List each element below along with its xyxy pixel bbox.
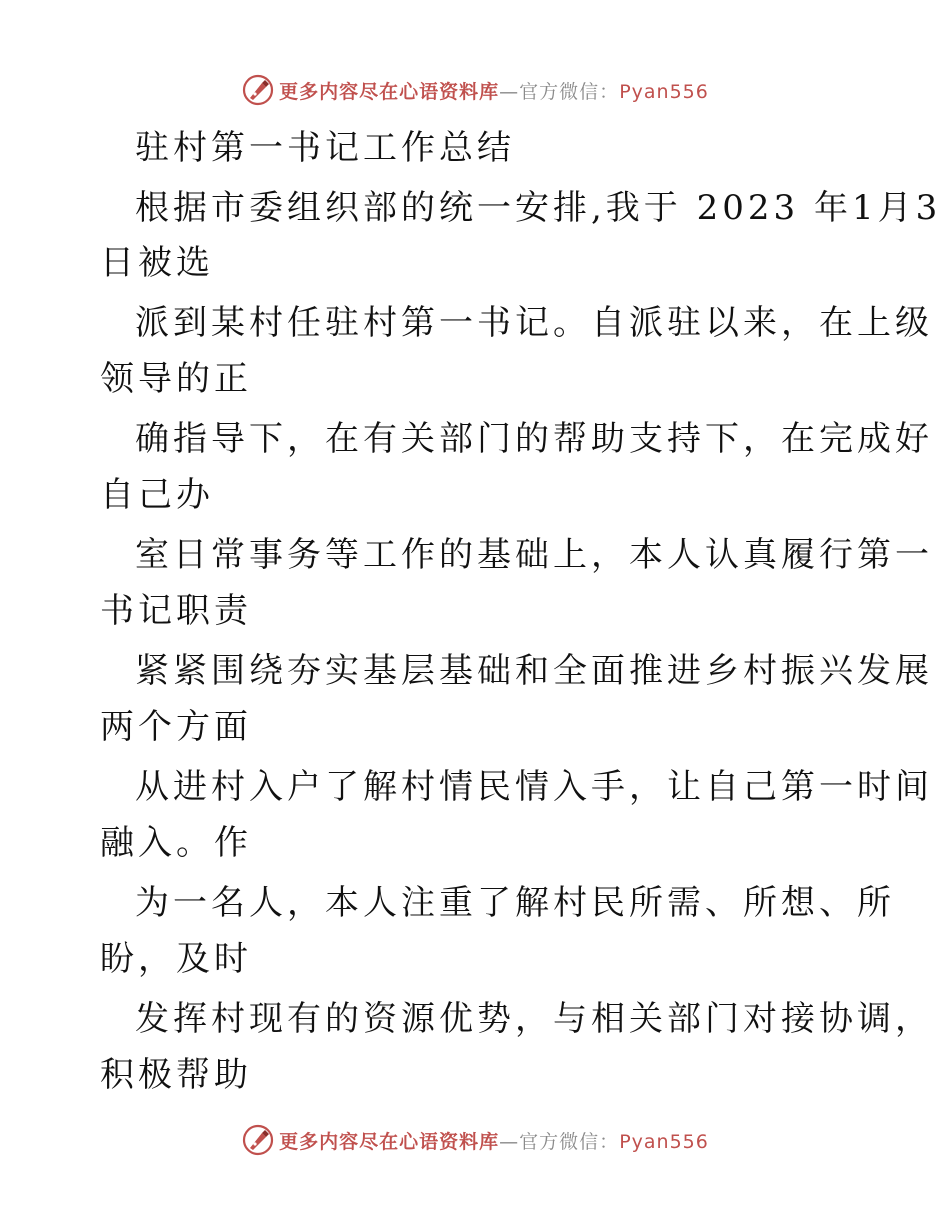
document-title: 驻村第一书记工作总结 bbox=[135, 128, 515, 168]
footer-watermark bbox=[0, 1120, 950, 1160]
paragraph-line: 书记职责 bbox=[100, 591, 252, 631]
paragraph-line: 自己办 bbox=[100, 475, 214, 515]
watermark-wechat-label: 官方微信： bbox=[519, 80, 620, 103]
paragraph-line: 室日常事务等工作的基础上，本人认真履行第一 bbox=[135, 535, 933, 575]
paragraph-line: 根据市委组织部的统一安排,我于 2023 年1月3 bbox=[135, 188, 942, 228]
watermark-wechat-id: Pyan556 bbox=[619, 1130, 709, 1153]
watermark-dash: — bbox=[499, 80, 520, 103]
paragraph-line: 发挥村现有的资源优势，与相关部门对接协调， bbox=[135, 999, 933, 1039]
paragraph-line: 派到某村任驻村第一书记。自派驻以来，在上级 bbox=[135, 303, 933, 343]
paragraph-line: 紧紧围绕夯实基层基础和全面推进乡村振兴发展 bbox=[135, 651, 933, 691]
watermark-text bbox=[279, 77, 709, 104]
watermark-brand: 更多内容尽在心语资料库 bbox=[279, 1130, 500, 1153]
paragraph-line: 盼，及时 bbox=[100, 939, 252, 979]
watermark-text bbox=[279, 1127, 709, 1154]
paragraph-line: 确指导下，在有关部门的帮助支持下，在完成好 bbox=[135, 419, 933, 459]
watermark-brand: 更多内容尽在心语资料库 bbox=[279, 80, 500, 103]
header-watermark bbox=[0, 70, 950, 110]
watermark-dash: — bbox=[499, 1130, 520, 1153]
watermark-wechat-label: 官方微信： bbox=[519, 1130, 620, 1153]
pen-nib-logo-icon bbox=[241, 73, 275, 107]
paragraph-line: 两个方面 bbox=[100, 707, 252, 747]
watermark-wechat-id: Pyan556 bbox=[619, 80, 709, 103]
paragraph-line: 日被选 bbox=[100, 243, 214, 283]
paragraph-line: 领导的正 bbox=[100, 359, 252, 399]
paragraph-line: 融入。作 bbox=[100, 823, 252, 863]
paragraph-line: 积极帮助 bbox=[100, 1055, 252, 1095]
paragraph-line: 从进村入户了解村情民情入手，让自己第一时间 bbox=[135, 767, 933, 807]
paragraph-line: 为一名人，本人注重了解村民所需、所想、所 bbox=[135, 883, 895, 923]
pen-nib-logo-icon bbox=[241, 1123, 275, 1157]
